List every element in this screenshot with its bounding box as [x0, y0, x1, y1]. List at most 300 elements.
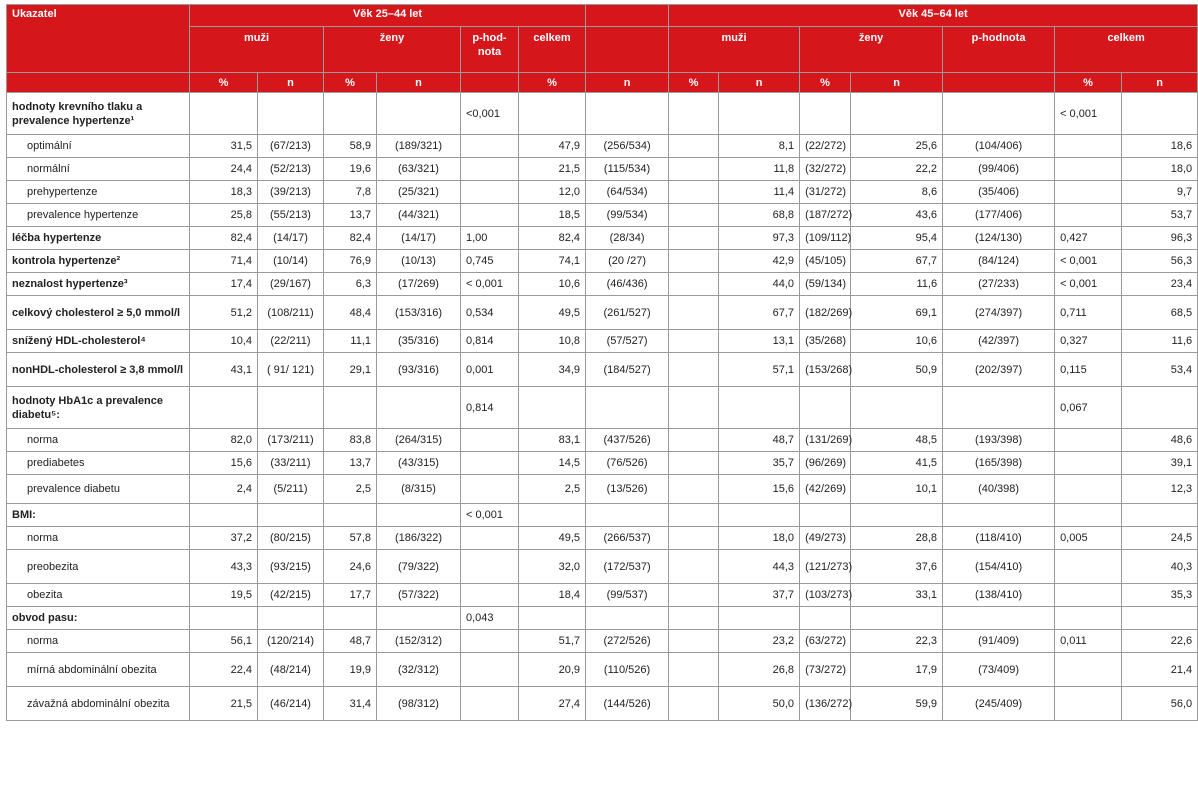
count-cell: (184/527) [586, 353, 669, 387]
percent-cell: 50,0 [719, 687, 800, 721]
percent-cell: 27,4 [519, 687, 586, 721]
percent-cell [324, 504, 377, 527]
percent-cell: 11,6 [851, 273, 943, 296]
pvalue-cell [1055, 181, 1122, 204]
count-cell [258, 387, 324, 429]
count-cell [586, 504, 669, 527]
count-cell: (32/272) [800, 158, 851, 181]
count-cell: (202/397) [943, 353, 1055, 387]
count-cell [258, 607, 324, 630]
percent-cell [519, 607, 586, 630]
count-cell: ( 91/ 121) [258, 353, 324, 387]
table-row [7, 273, 1198, 296]
header-spacer [943, 73, 1055, 93]
spacer-cell [669, 550, 719, 584]
count-cell: (42/215) [258, 584, 324, 607]
pvalue-cell: 0,005 [1055, 527, 1122, 550]
percent-cell [324, 607, 377, 630]
total-header-g1: celkem [519, 27, 586, 73]
count-cell: (93/316) [377, 353, 461, 387]
percent-cell: 40,3 [1122, 550, 1198, 584]
count-cell: (73/409) [943, 653, 1055, 687]
count-cell: (99/537) [586, 584, 669, 607]
count-cell: (245/409) [943, 687, 1055, 721]
count-cell: (98/312) [377, 687, 461, 721]
count-cell: (152/312) [377, 630, 461, 653]
row-label: norma [7, 630, 190, 653]
count-cell: (110/526) [586, 653, 669, 687]
percent-cell [851, 607, 943, 630]
count-cell: (42/269) [800, 475, 851, 504]
percent-cell: 13,7 [324, 452, 377, 475]
count-cell: (118/410) [943, 527, 1055, 550]
table-row [7, 330, 1198, 353]
percent-cell: 58,9 [324, 135, 377, 158]
pvalue-cell [1055, 607, 1122, 630]
percent-cell: 56,3 [1122, 250, 1198, 273]
count-cell: (165/398) [943, 452, 1055, 475]
percent-cell: 59,9 [851, 687, 943, 721]
percent-cell: 6,3 [324, 273, 377, 296]
count-cell: (25/321) [377, 181, 461, 204]
pvalue-cell: < 0,001 [1055, 250, 1122, 273]
percent-cell [519, 387, 586, 429]
count-cell: (437/526) [586, 429, 669, 452]
percent-cell: 18,0 [1122, 158, 1198, 181]
table-row [7, 158, 1198, 181]
percent-cell: 18,0 [719, 527, 800, 550]
percent-cell: 10,6 [519, 273, 586, 296]
count-cell: (29/167) [258, 273, 324, 296]
pvalue-cell [1055, 452, 1122, 475]
pvalue-cell [1055, 584, 1122, 607]
pct-header: % [669, 73, 719, 93]
count-cell: (121/273) [800, 550, 851, 584]
percent-cell: 56,0 [1122, 687, 1198, 721]
percent-cell: 44,3 [719, 550, 800, 584]
row-label: BMI: [7, 504, 190, 527]
spacer-cell [669, 504, 719, 527]
table-row [7, 607, 1198, 630]
percent-cell: 74,1 [519, 250, 586, 273]
header-spacer [7, 73, 190, 93]
count-cell: (40/398) [943, 475, 1055, 504]
count-cell: (46/436) [586, 273, 669, 296]
table-row [7, 93, 1198, 135]
count-cell: (27/233) [943, 273, 1055, 296]
table-row [7, 653, 1198, 687]
spacer-cell [669, 429, 719, 452]
percent-cell: 8,1 [719, 135, 800, 158]
pvalue-cell [461, 584, 519, 607]
pvalue-cell: < 0,001 [461, 273, 519, 296]
percent-cell: 67,7 [851, 250, 943, 273]
percent-cell: 35,7 [719, 452, 800, 475]
percent-cell: 13,7 [324, 204, 377, 227]
count-cell: (57/322) [377, 584, 461, 607]
pvalue-cell [1055, 429, 1122, 452]
percent-cell [719, 93, 800, 135]
percent-cell: 2,4 [190, 475, 258, 504]
spacer-cell [669, 653, 719, 687]
table-row [7, 227, 1198, 250]
percent-cell: 21,4 [1122, 653, 1198, 687]
percent-cell: 48,7 [324, 630, 377, 653]
pvalue-cell [1055, 204, 1122, 227]
count-cell [586, 607, 669, 630]
percent-cell: 11,4 [719, 181, 800, 204]
percent-cell: 11,1 [324, 330, 377, 353]
percent-cell: 11,8 [719, 158, 800, 181]
count-cell: (63/321) [377, 158, 461, 181]
pvalue-cell: 0,001 [461, 353, 519, 387]
count-cell: (49/273) [800, 527, 851, 550]
percent-cell [719, 504, 800, 527]
count-cell: (131/269) [800, 429, 851, 452]
spacer-cell [669, 452, 719, 475]
count-cell: (264/315) [377, 429, 461, 452]
percent-cell [1122, 387, 1198, 429]
pvalue-cell: 0,814 [461, 330, 519, 353]
percent-cell: 53,7 [1122, 204, 1198, 227]
pvalue-cell: 0,711 [1055, 296, 1122, 330]
pct-header: % [190, 73, 258, 93]
percent-cell: 39,1 [1122, 452, 1198, 475]
count-cell [943, 504, 1055, 527]
percent-cell: 96,3 [1122, 227, 1198, 250]
percent-cell: 10,4 [190, 330, 258, 353]
percent-cell: 51,7 [519, 630, 586, 653]
header-spacer [586, 5, 669, 27]
count-cell: (96/269) [800, 452, 851, 475]
spacer-cell [669, 387, 719, 429]
row-label: hodnoty krevního tlaku a prevalence hypertenze¹ [7, 93, 190, 135]
percent-cell: 67,7 [719, 296, 800, 330]
percent-cell: 19,6 [324, 158, 377, 181]
count-cell: (136/272) [800, 687, 851, 721]
pvalue-cell [461, 687, 519, 721]
percent-cell: 48,4 [324, 296, 377, 330]
count-cell: (52/213) [258, 158, 324, 181]
pvalue-cell [461, 135, 519, 158]
pvalue-cell [461, 527, 519, 550]
count-cell: (120/214) [258, 630, 324, 653]
percent-cell: 18,4 [519, 584, 586, 607]
percent-cell: 49,5 [519, 296, 586, 330]
count-cell: (35/268) [800, 330, 851, 353]
percent-cell: 76,9 [324, 250, 377, 273]
pct-header: % [1055, 73, 1122, 93]
count-cell: (14/17) [377, 227, 461, 250]
percent-cell: 18,5 [519, 204, 586, 227]
table-row [7, 135, 1198, 158]
count-cell: (124/130) [943, 227, 1055, 250]
row-label: optimální [7, 135, 190, 158]
pvalue-cell: 0,043 [461, 607, 519, 630]
percent-cell: 24,6 [324, 550, 377, 584]
row-label: norma [7, 429, 190, 452]
pvalue-cell: 0,011 [1055, 630, 1122, 653]
count-cell [377, 607, 461, 630]
pct-header: % [800, 73, 851, 93]
percent-cell: 24,5 [1122, 527, 1198, 550]
percent-cell [190, 504, 258, 527]
spacer-cell [669, 353, 719, 387]
percent-cell: 47,9 [519, 135, 586, 158]
pct-header: % [324, 73, 377, 93]
spacer-cell [669, 273, 719, 296]
percent-cell: 17,4 [190, 273, 258, 296]
count-cell: (20 /27) [586, 250, 669, 273]
count-cell: (193/398) [943, 429, 1055, 452]
percent-cell: 15,6 [719, 475, 800, 504]
percent-cell [1122, 504, 1198, 527]
spacer-cell [669, 630, 719, 653]
percent-cell: 37,7 [719, 584, 800, 607]
women-header-g1: ženy [324, 27, 461, 73]
percent-cell: 13,1 [719, 330, 800, 353]
percent-cell: 20,9 [519, 653, 586, 687]
percent-cell [519, 93, 586, 135]
count-cell: (186/322) [377, 527, 461, 550]
count-cell: (17/269) [377, 273, 461, 296]
pvalue-cell: 0,327 [1055, 330, 1122, 353]
count-cell: (64/534) [586, 181, 669, 204]
count-cell: (115/534) [586, 158, 669, 181]
row-label: nonHDL-cholesterol ≥ 3,8 mmol/l [7, 353, 190, 387]
count-cell: (93/215) [258, 550, 324, 584]
count-cell: (189/321) [377, 135, 461, 158]
percent-cell: 37,2 [190, 527, 258, 550]
pvalue-cell: 0,745 [461, 250, 519, 273]
percent-cell: 43,6 [851, 204, 943, 227]
count-cell: (31/272) [800, 181, 851, 204]
row-label: snížený HDL-cholesterol⁴ [7, 330, 190, 353]
percent-cell [851, 387, 943, 429]
header-spacer [586, 27, 669, 73]
count-cell [943, 387, 1055, 429]
pvalue-header-g2: p-hodnota [943, 27, 1055, 73]
count-cell: (187/272) [800, 204, 851, 227]
n-header: n [851, 73, 943, 93]
count-cell: (46/214) [258, 687, 324, 721]
percent-cell: 10,8 [519, 330, 586, 353]
spacer-cell [669, 475, 719, 504]
n-header: n [377, 73, 461, 93]
pvalue-cell: 1,00 [461, 227, 519, 250]
count-cell: (91/409) [943, 630, 1055, 653]
table-row [7, 687, 1198, 721]
row-label: neznalost hypertenze³ [7, 273, 190, 296]
percent-cell [851, 504, 943, 527]
spacer-cell [669, 527, 719, 550]
men-header-g2: muži [669, 27, 800, 73]
pct-header: % [519, 73, 586, 93]
percent-cell: 82,4 [190, 227, 258, 250]
percent-cell: 82,4 [519, 227, 586, 250]
row-label: celkový cholesterol ≥ 5,0 mmol/l [7, 296, 190, 330]
count-cell: (14/17) [258, 227, 324, 250]
spacer-cell [669, 296, 719, 330]
pvalue-cell [1055, 687, 1122, 721]
count-cell: (103/273) [800, 584, 851, 607]
percent-cell: 22,2 [851, 158, 943, 181]
spacer-cell [669, 135, 719, 158]
pvalue-cell: < 0,001 [461, 504, 519, 527]
count-cell: (76/526) [586, 452, 669, 475]
count-cell: (13/526) [586, 475, 669, 504]
spacer-cell [669, 158, 719, 181]
header-spacer [461, 73, 519, 93]
percent-cell: 48,5 [851, 429, 943, 452]
count-cell [258, 93, 324, 135]
table-body [7, 93, 1198, 721]
table-row [7, 204, 1198, 227]
count-cell [377, 504, 461, 527]
percent-cell: 22,4 [190, 653, 258, 687]
pvalue-cell: 0,814 [461, 387, 519, 429]
men-header-g1: muži [190, 27, 324, 73]
women-header-g2: ženy [800, 27, 943, 73]
count-cell: (80/215) [258, 527, 324, 550]
count-cell: (45/105) [800, 250, 851, 273]
count-cell: (35/406) [943, 181, 1055, 204]
n-header: n [586, 73, 669, 93]
spacer-cell [669, 227, 719, 250]
pvalue-cell [461, 429, 519, 452]
pvalue-cell [461, 653, 519, 687]
total-header-g2: celkem [1055, 27, 1198, 73]
percent-cell: 34,9 [519, 353, 586, 387]
count-cell: (43/315) [377, 452, 461, 475]
pvalue-cell [1055, 504, 1122, 527]
percent-cell: 43,3 [190, 550, 258, 584]
results-table [6, 4, 1198, 721]
percent-cell: 24,4 [190, 158, 258, 181]
count-cell: (99/534) [586, 204, 669, 227]
percent-cell: 56,1 [190, 630, 258, 653]
pvalue-cell [461, 158, 519, 181]
count-cell: (48/214) [258, 653, 324, 687]
spacer-cell [669, 204, 719, 227]
spacer-cell [669, 607, 719, 630]
count-cell: (28/34) [586, 227, 669, 250]
percent-cell: 18,3 [190, 181, 258, 204]
table-row [7, 452, 1198, 475]
n-header: n [258, 73, 324, 93]
table-row [7, 181, 1198, 204]
row-label: obvod pasu: [7, 607, 190, 630]
percent-cell: 71,4 [190, 250, 258, 273]
count-cell: (59/134) [800, 273, 851, 296]
table-row [7, 296, 1198, 330]
pvalue-cell [1055, 550, 1122, 584]
group1-header: Věk 25–44 let [190, 5, 586, 27]
percent-cell: 8,6 [851, 181, 943, 204]
count-cell: (108/211) [258, 296, 324, 330]
pvalue-cell: 0,534 [461, 296, 519, 330]
percent-cell: 22,3 [851, 630, 943, 653]
count-cell: (55/213) [258, 204, 324, 227]
spacer-cell [669, 181, 719, 204]
percent-cell: 32,0 [519, 550, 586, 584]
count-cell: (39/213) [258, 181, 324, 204]
pvalue-cell [1055, 475, 1122, 504]
percent-cell: 12,0 [519, 181, 586, 204]
table-row [7, 429, 1198, 452]
percent-cell: 50,9 [851, 353, 943, 387]
percent-cell: 29,1 [324, 353, 377, 387]
percent-cell: 69,1 [851, 296, 943, 330]
row-label: normální [7, 158, 190, 181]
percent-cell [519, 504, 586, 527]
count-cell: (138/410) [943, 584, 1055, 607]
count-cell [377, 93, 461, 135]
row-label: prediabetes [7, 452, 190, 475]
row-label: prevalence hypertenze [7, 204, 190, 227]
indicator-header: Ukazatel [7, 5, 190, 73]
row-label: prehypertenze [7, 181, 190, 204]
count-cell: (182/269) [800, 296, 851, 330]
percent-cell: 95,4 [851, 227, 943, 250]
percent-cell [324, 387, 377, 429]
table-row [7, 475, 1198, 504]
row-label: závažná abdominální obezita [7, 687, 190, 721]
percent-cell: 68,5 [1122, 296, 1198, 330]
percent-cell: 33,1 [851, 584, 943, 607]
percent-cell: 10,6 [851, 330, 943, 353]
count-cell [800, 93, 851, 135]
percent-cell [851, 93, 943, 135]
percent-cell: 21,5 [519, 158, 586, 181]
percent-cell: 2,5 [324, 475, 377, 504]
percent-cell: 14,5 [519, 452, 586, 475]
count-cell [377, 387, 461, 429]
spacer-cell [669, 330, 719, 353]
pvalue-cell: < 0,001 [1055, 273, 1122, 296]
count-cell [943, 93, 1055, 135]
count-cell: (172/537) [586, 550, 669, 584]
table-row [7, 250, 1198, 273]
table-header [7, 5, 1198, 93]
percent-cell: 15,6 [190, 452, 258, 475]
percent-cell: 25,6 [851, 135, 943, 158]
count-cell: (73/272) [800, 653, 851, 687]
percent-cell: 11,6 [1122, 330, 1198, 353]
percent-cell: 10,1 [851, 475, 943, 504]
spacer-cell [669, 93, 719, 135]
table-row [7, 504, 1198, 527]
row-label: preobezita [7, 550, 190, 584]
percent-cell: 19,5 [190, 584, 258, 607]
pvalue-cell: 0,067 [1055, 387, 1122, 429]
spacer-cell [669, 250, 719, 273]
count-cell: (67/213) [258, 135, 324, 158]
count-cell: (84/124) [943, 250, 1055, 273]
percent-cell: 83,8 [324, 429, 377, 452]
percent-cell [190, 93, 258, 135]
percent-cell [324, 93, 377, 135]
table-container [6, 4, 1193, 721]
count-cell: (57/527) [586, 330, 669, 353]
percent-cell: 18,6 [1122, 135, 1198, 158]
percent-cell: 28,8 [851, 527, 943, 550]
percent-cell: 21,5 [190, 687, 258, 721]
row-label: léčba hypertenze [7, 227, 190, 250]
pvalue-cell: 0,115 [1055, 353, 1122, 387]
percent-cell: 57,1 [719, 353, 800, 387]
percent-cell: 35,3 [1122, 584, 1198, 607]
